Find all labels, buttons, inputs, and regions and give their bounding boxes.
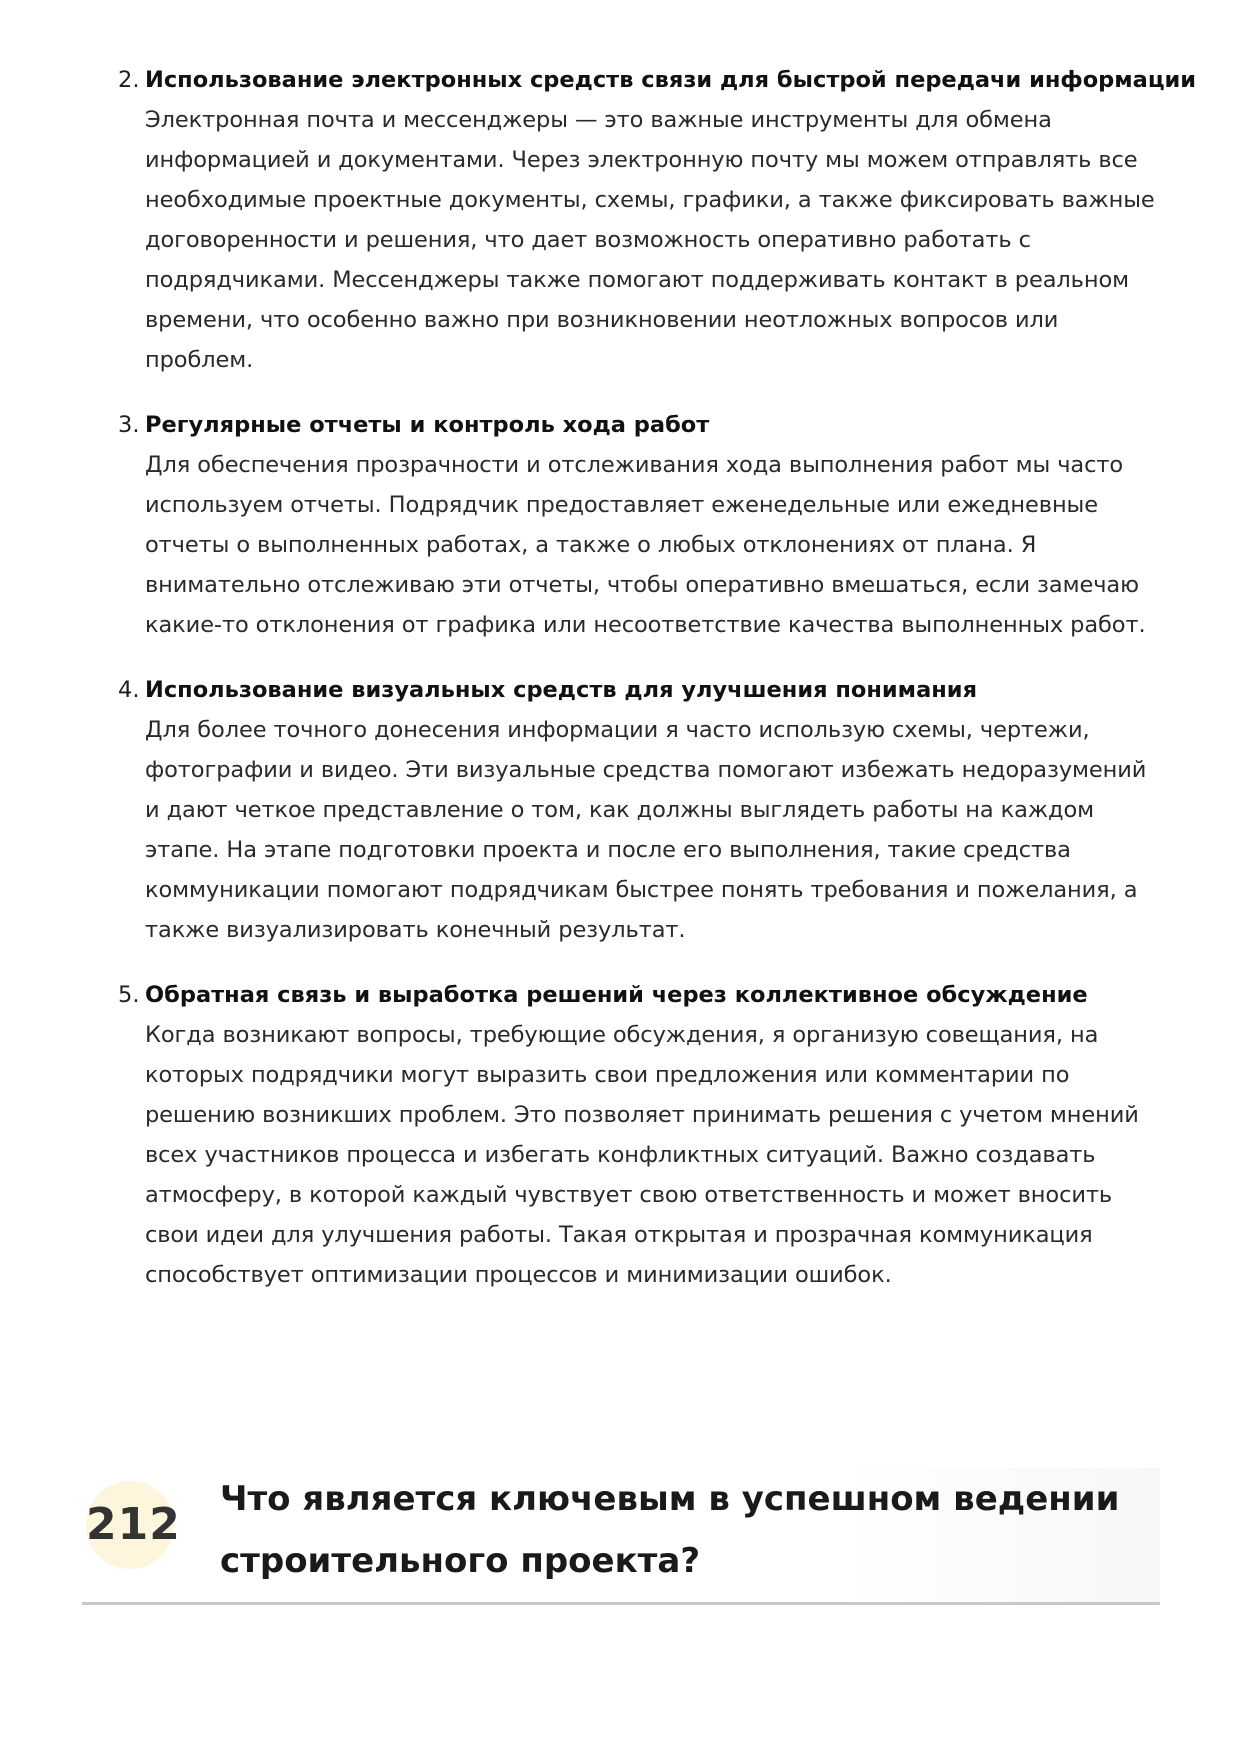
numbered-list — [116, 60, 1197, 1320]
list-item-title: Регулярные отчеты и контроль хода работ — [145, 412, 710, 438]
list-item-body: Когда возникают вопросы, требующие обсуждения, я организую совещания, на которых подрядчики могут выразить свои предложения или комментарии по решению возникших проблем. Это позволяет принимать решения с учетом мнений всех участников процесса и избегать конфликтных ситуаций. Важно создавать атмосферу, в которой каждый чувствует свою ответственность и может вносить свои идеи для улучшения работы. Такая открытая и прозрачная коммуникация способствует оптимизации процессов и минимизации ошибок. — [145, 1022, 1139, 1288]
list-item-number: 4. — [118, 677, 140, 703]
list-item-number: 5. — [118, 982, 140, 1008]
list-item-body: Для обеспечения прозрачности и отслеживания хода выполнения работ мы часто используем отчеты. Подрядчик предоставляет еженедельные или ежедневные отчеты о выполненных работах, а также о любых отклонениях от плана. Я внимательно отслеживаю эти отчеты, чтобы оперативно вмешаться, если замечаю какие-то отклонения от графика или несоответствие качества выполненных работ. — [145, 452, 1146, 638]
list-item — [116, 405, 1156, 645]
list-item — [116, 975, 1156, 1295]
list-item-number: 2. — [118, 67, 140, 93]
list-item — [116, 670, 1156, 950]
list-item-number: 3. — [118, 412, 140, 438]
question-heading — [82, 1468, 1160, 1605]
list-item-title: Использование визуальных средств для улучшения понимания — [145, 677, 978, 703]
list-item-body: Электронная почта и мессенджеры — это важные инструменты для обмена информацией и документами. Через электронную почту мы можем отправлять все необходимые проектные документы, схемы, графики, а также фиксировать важные договоренности и решения, что дает возможность оперативно работать с подрядчиками. Мессенджеры также помогают поддерживать контакт в реальном времени, что особенно важно при возникновении неотложных вопросов или проблем. — [145, 107, 1155, 373]
question-number: 212 — [86, 1499, 181, 1550]
list-item-title: Использование электронных средств связи для быстрой передачи информации — [145, 67, 1197, 93]
list-item — [116, 60, 1197, 380]
list-item-body: Для более точного донесения информации я часто использую схемы, чертежи, фотографии и видео. Эти визуальные средства помогают избежать недоразумений и дают четкое представление о том, как должны выглядеть работы на каждом этапе. На этапе подготовки проекта и после его выполнения, такие средства коммуникации помогают подрядчикам быстрее понять требования и пожелания, а также визуализировать конечный результат. — [145, 717, 1147, 943]
list-item-title: Обратная связь и выработка решений через коллективное обсуждение — [145, 982, 1088, 1008]
question-title: Что является ключевым в успешном ведении строительного проекта? — [220, 1479, 1120, 1581]
